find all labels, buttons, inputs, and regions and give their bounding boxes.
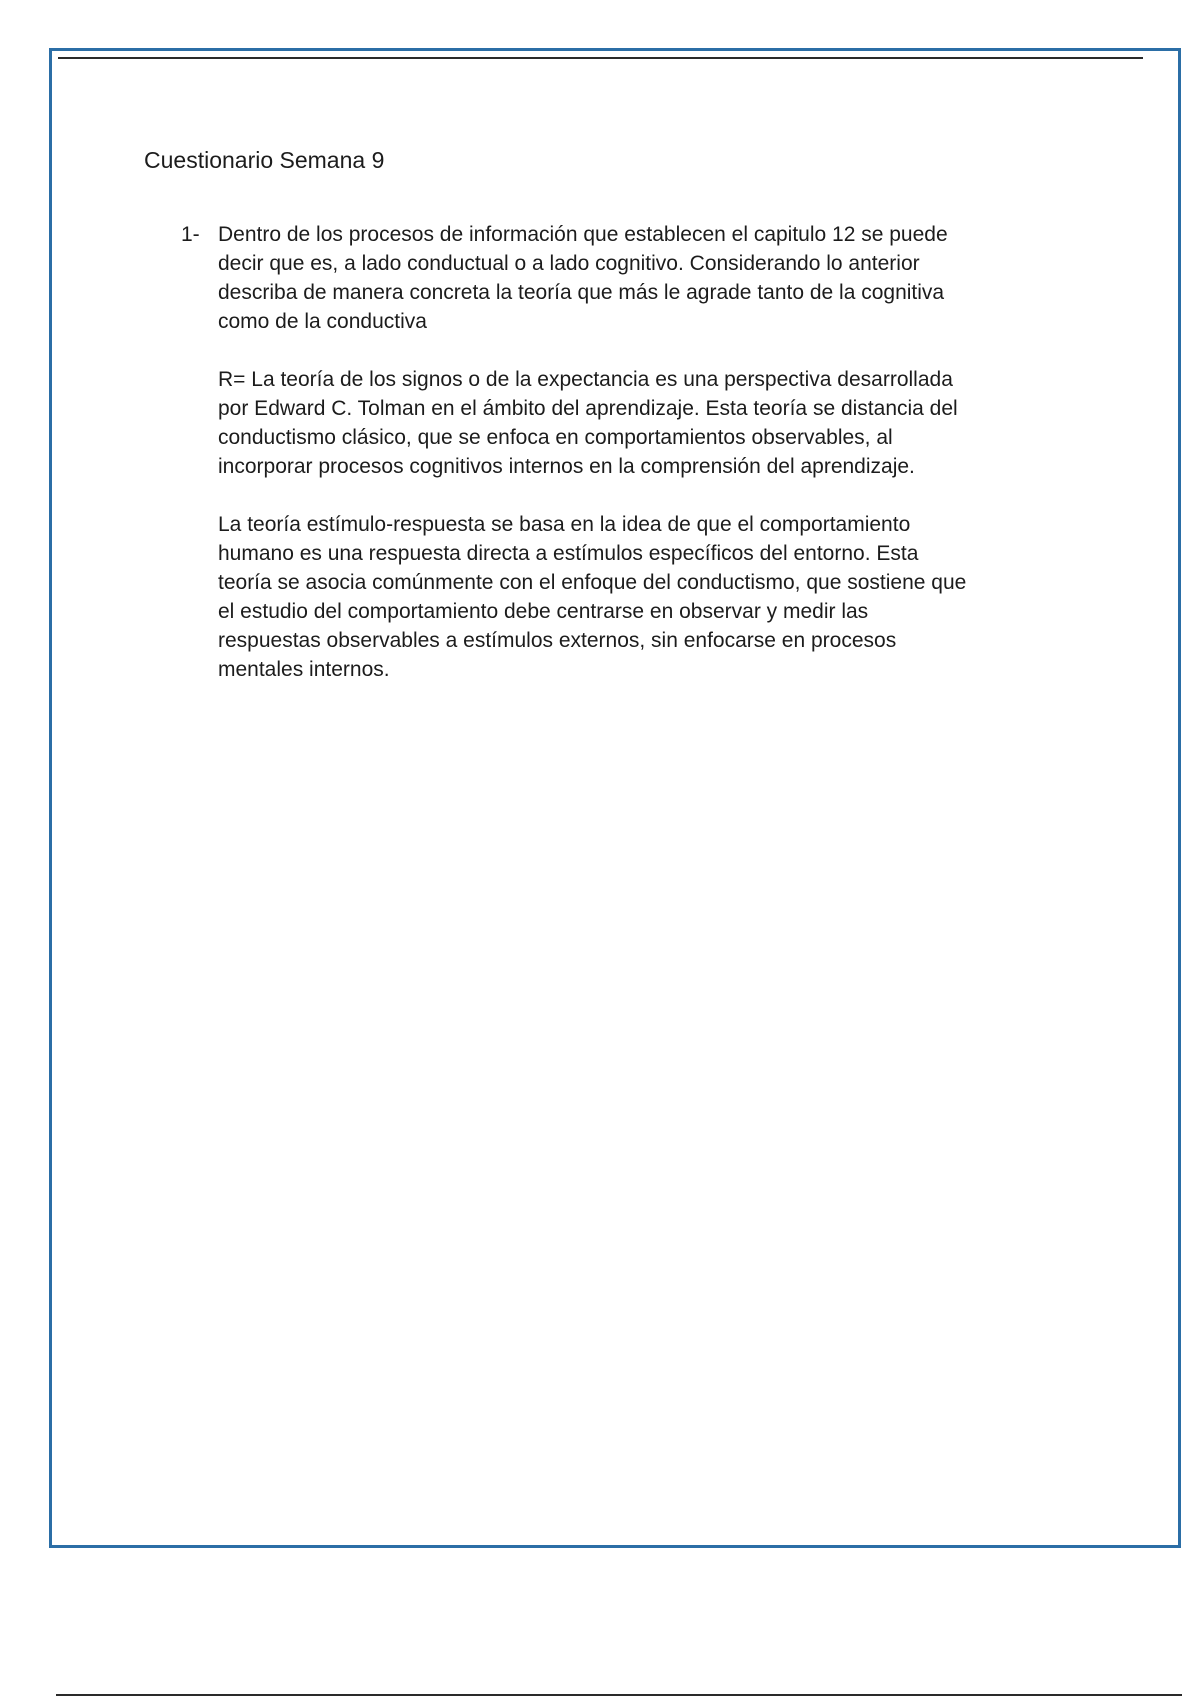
question-body [218,220,1098,713]
frame-top-rule [58,57,1143,59]
bottom-rule [56,1694,1182,1696]
question-number: 1- [181,223,200,246]
question-prompt: Dentro de los procesos de información que establecen el capitulo 12 se puede decir que es, a lado conductual o a lado cognitivo. Considerando lo anterior describa de manera concreta la teoría que más le agrade tanto de la cognitiva como de la conductiva [218,223,948,333]
answer-paragraph-2: La teoría estímulo-respuesta se basa en la idea de que el comportamiento humano es una respuesta directa a estímulos específicos del entorno. Esta teoría se asocia comúnmente con el enfoque del conductismo, que sostiene que el estudio del comportamiento debe centrarse en observar y medir las respuestas observables a estímulos externos, sin enfocarse en procesos mentales internos. [218,513,967,681]
answer-paragraph-1: R= La teoría de los signos o de la expectancia es una perspectiva desarrollada por Edward C. Tolman en el ámbito del aprendizaje. Esta teoría se distancia del conductismo clásico, que se enfoca en comportamientos observables, al incorporar procesos cognitivos internos en la comprensión del aprendizaje. [218,368,958,478]
document-title: Cuestionario Semana 9 [144,147,385,173]
